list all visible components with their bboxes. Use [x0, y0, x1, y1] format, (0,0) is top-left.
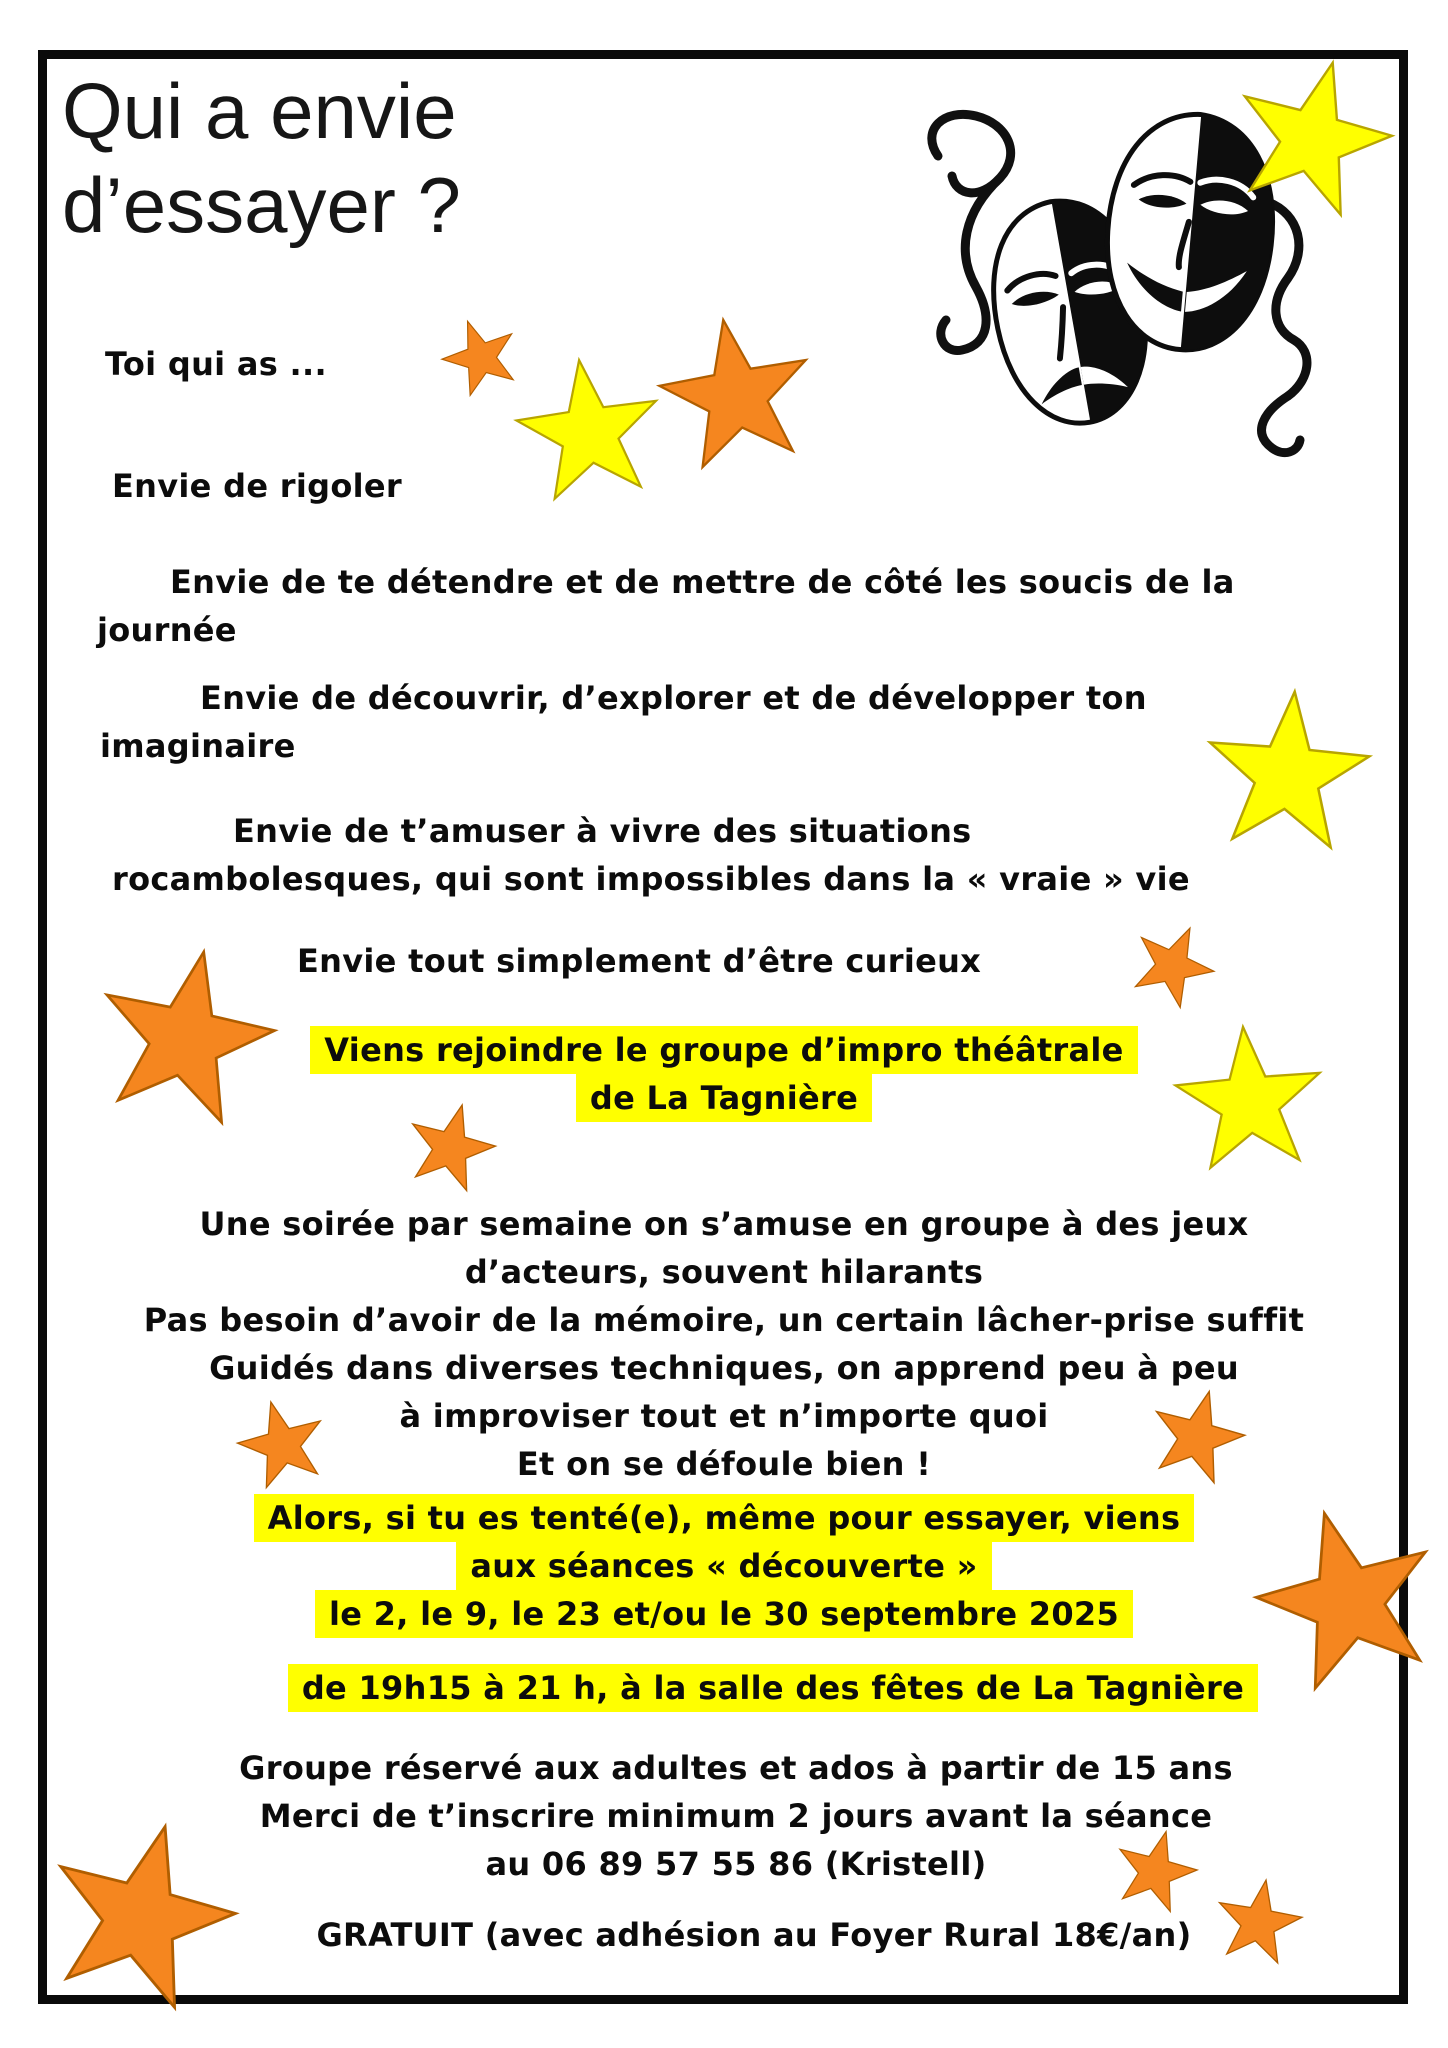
star-icon — [1159, 1012, 1340, 1193]
description-line: Une soirée par semaine on s’amuse en groupe à des jeux — [199, 1205, 1249, 1243]
schedule-line — [49, 1664, 1448, 1712]
wish-detendre-2: journée — [97, 611, 237, 649]
invitation-highlight-2: de La Tagnière — [576, 1074, 872, 1122]
cta-highlight-3: le 2, le 9, le 23 et/ou le 30 septembre 2025 — [315, 1590, 1133, 1638]
cta-line-3 — [0, 1590, 1448, 1638]
page-title-line-2: d’essayer ? — [62, 161, 461, 249]
description-line: à improviser tout et n’importe quoi — [399, 1397, 1049, 1435]
star-icon — [638, 298, 837, 497]
wish-detendre-1: Envie de te détendre et de mettre de côté les soucis de la — [170, 563, 1235, 601]
description-line: Pas besoin d’avoir de la mémoire, un certain lâcher-prise suffit — [143, 1301, 1305, 1339]
wish-amuser-2: rocambolesques, qui sont impossibles dans la « vraie » vie — [112, 860, 1190, 898]
invitation-highlight-1: Viens rejoindre le groupe d’impro théâtrale — [310, 1026, 1137, 1074]
cta-highlight-1: Alors, si tu es tenté(e), même pour essayer, viens — [254, 1494, 1195, 1542]
info-line: au 06 89 57 55 86 (Kristell) — [485, 1845, 987, 1883]
wish-amuser-1: Envie de t’amuser à vivre des situations — [233, 812, 972, 850]
page-title-line-1: Qui a envie — [62, 67, 457, 155]
description-line: Guidés dans diverses techniques, on apprend peu à peu — [209, 1349, 1239, 1387]
cta-highlight-2: aux séances « découverte » — [456, 1542, 991, 1590]
info-line: Groupe réservé aux adultes et ados à partir de 15 ans — [239, 1749, 1233, 1787]
wish-rigoler: Envie de rigoler — [112, 467, 402, 505]
info-line: Merci de t’inscrire minimum 2 jours avant la séance — [259, 1797, 1213, 1835]
price-text: GRATUIT (avec adhésion au Foyer Rural 18€/an) — [316, 1916, 1192, 1954]
wish-decouvrir-1: Envie de découvrir, d’explorer et de développer ton — [200, 679, 1147, 717]
description-line: d’acteurs, souvent hilarants — [464, 1253, 984, 1291]
intro-text: Toi qui as ... — [105, 345, 327, 383]
description-line: Et on se défoule bien ! — [516, 1445, 932, 1483]
wish-decouvrir-2: imaginaire — [100, 727, 296, 765]
schedule-highlight: de 19h15 à 21 h, à la salle des fêtes de La Tagnière — [288, 1664, 1258, 1712]
star-icon — [68, 923, 303, 1158]
wish-curieux: Envie tout simplement d’être curieux — [297, 942, 982, 980]
star-icon — [1187, 675, 1387, 875]
star-icon — [1202, 1867, 1314, 1979]
